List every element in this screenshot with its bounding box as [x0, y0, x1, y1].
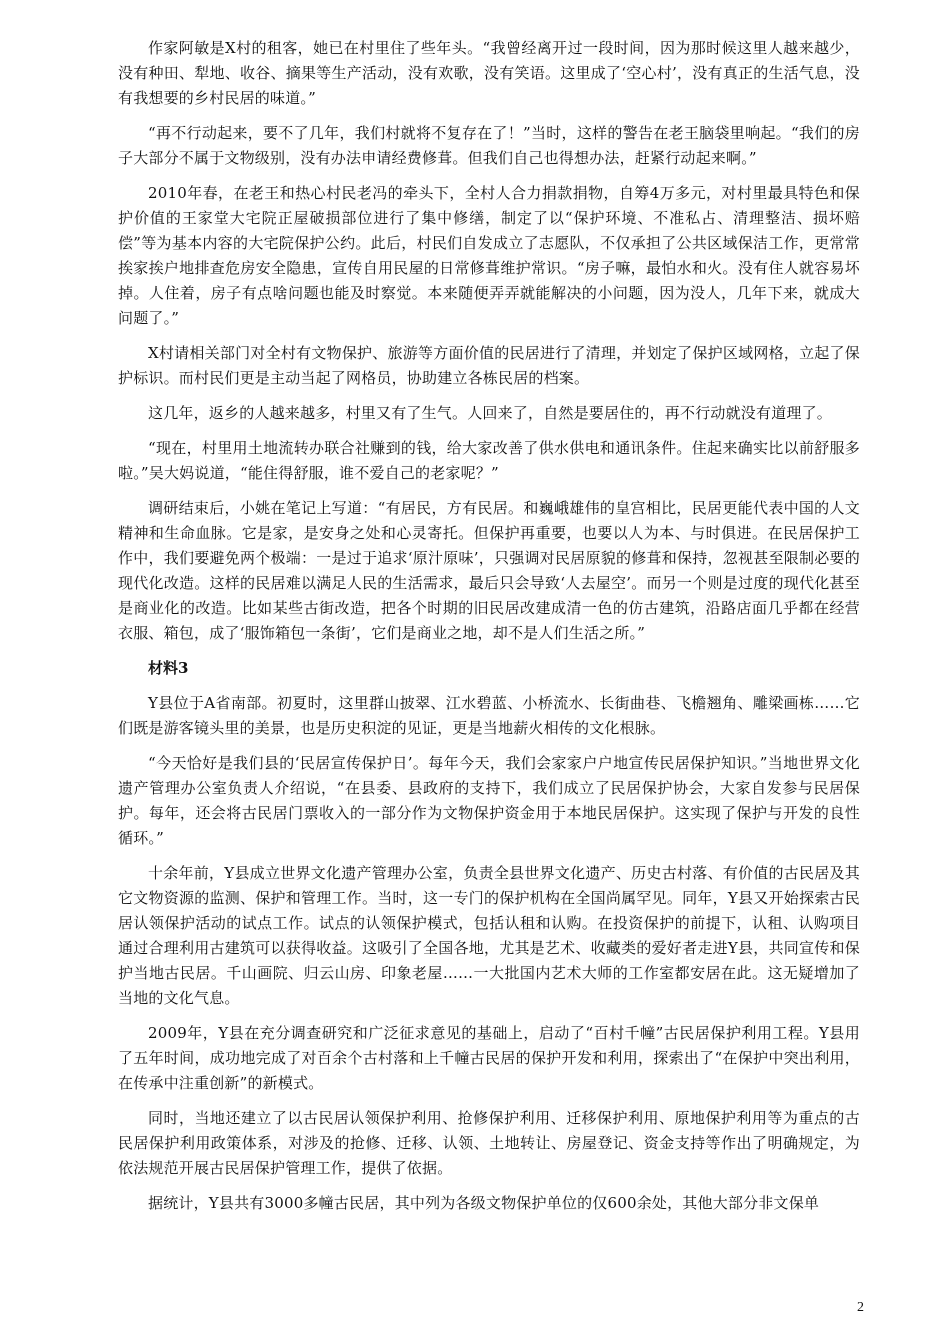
section-heading: 材料3: [148, 659, 189, 677]
paragraph: 调研结束后，小姚在笔记上写道：“有居民，方有民居。和巍峨雄伟的皇宫相比，民居更能代表中国的人文精神和生命血脉。它是家，是安身之处和心灵寄托。但保护再重要，也要以人为本、与时俱进。在民居保护工作中，我们要避免两个极端：一是过于追求‘原汁原味’，只强调对民居原貌的修葺和保持，忽视甚至限制必要的现代化改造。这样的民居难以满足人民的生活需求，最后只会导致‘人去屋空’。而另一个则是过度的现代化甚至是商业化的改造。比如某些古街改造，把各个时期的旧民居改建成清一色的仿古建筑，沿路店面几乎都在经营衣服、箱包，成了‘服饰箱包一条街’，它们是商业之地，却不是人们生活之所。”: [118, 499, 860, 642]
paragraph: 2010年春，在老王和热心村民老冯的牵头下，全村人合力捐款捐物，自筹4万多元，对村里最具特色和保护价值的王家堂大宅院正屋破损部位进行了集中修缮，制定了以“保护环境、不准私占、清理整洁、损坏赔偿”等为基本内容的大宅院保护公约。此后，村民们自发成立了志愿队，不仅承担了公共区域保洁工作，更常常挨家挨户地排查危房安全隐患，宣传自用民屋的日常修葺维护常识。“房子嘛，最怕水和火。没有住人就容易坏掉。人住着，房子有点啥问题也能及时察觉。本来随便弄弄就能解决的小问题，因为没人，几年下来，就成大问题了。”: [118, 184, 860, 327]
paragraph: 同时，当地还建立了以古民居认领保护利用、抢修保护利用、迁移保护利用、原地保护利用等为重点的古民居保护利用政策体系，对涉及的抢修、迁移、认领、土地转让、房屋登记、资金支持等作出了明确规定，为依法规范开展古民居保护管理工作，提供了依据。: [118, 1109, 860, 1177]
paragraph: “今天恰好是我们县的‘民居宣传保护日’。每年今天，我们会家家户户地宣传民居保护知识。”当地世界文化遗产管理办公室负责人介绍说，“在县委、县政府的支持下，我们成立了民居保护协会，大家自发参与民居保护。每年，还会将古民居门票收入的一部分作为文物保护资金用于本地民居保护。这实现了保护与开发的良性循环。”: [118, 754, 860, 847]
paragraph: “现在，村里用土地流转办联合社赚到的钱，给大家改善了供水供电和通讯条件。住起来确实比以前舒服多啦。”吴大妈说道，“能住得舒服，谁不爱自己的老家呢？”: [118, 439, 860, 482]
paragraph: 2009年，Y县在充分调查研究和广泛征求意见的基础上，启动了“百村千幢”古民居保护利用工程。Y县用了五年时间，成功地完成了对百余个古村落和上千幢古民居的保护开发和利用，探索出了“在保护中突出利用，在传承中注重创新”的新模式。: [118, 1024, 860, 1092]
paragraph: 作家阿敏是X村的租客，她已在村里住了些年头。“我曾经离开过一段时间，因为那时候这里人越来越少，没有种田、犁地、收谷、摘果等生产活动，没有欢歌，没有笑语。这里成了‘空心村’，没有真正的生活气息，没有我想要的乡村民居的味道。”: [118, 39, 860, 107]
paragraph: 据统计，Y县共有3000多幢古民居，其中列为各级文物保护单位的仅600余处，其他大部分非文保单: [148, 1194, 820, 1212]
paragraph: “再不行动起来，要不了几年，我们村就将不复存在了！”当时，这样的警告在老王脑袋里响起。“我们的房子大部分不属于文物级别，没有办法申请经费修葺。但我们自己也得想办法，赶紧行动起来啊。”: [118, 124, 860, 167]
page-number: 2: [857, 1300, 864, 1315]
paragraph: Y县位于A省南部。初夏时，这里群山披翠、江水碧蓝、小桥流水、长街曲巷、飞檐翘角、雕梁画栋……它们既是游客镜头里的美景，也是历史积淀的见证，更是当地薪火相传的文化根脉。: [118, 694, 860, 737]
document-body: [118, 36, 860, 1226]
paragraph: X村请相关部门对全村有文物保护、旅游等方面价值的民居进行了清理，并划定了保护区域网格，立起了保护标识。而村民们更是主动当起了网格员，协助建立各栋民居的档案。: [118, 344, 860, 387]
paragraph: 这几年，返乡的人越来越多，村里又有了生气。人回来了，自然是要居住的，再不行动就没有道理了。: [148, 404, 833, 422]
paragraph: 十余年前，Y县成立世界文化遗产管理办公室，负责全县世界文化遗产、历史古村落、有价值的古民居及其它文物资源的监测、保护和管理工作。当时，这一专门的保护机构在全国尚属罕见。同年，Y县又开始探索古民居认领保护活动的试点工作。试点的认领保护模式，包括认租和认购。在投资保护的前提下，认租、认购项目通过合理利用古建筑可以获得收益。这吸引了全国各地，尤其是艺术、收藏类的爱好者走进Y县，共同宣传和保护当地古民居。千山画院、归云山房、印象老屋……一大批国内艺术大师的工作室都安居在此。这无疑增加了当地的文化气息。: [118, 864, 860, 1007]
